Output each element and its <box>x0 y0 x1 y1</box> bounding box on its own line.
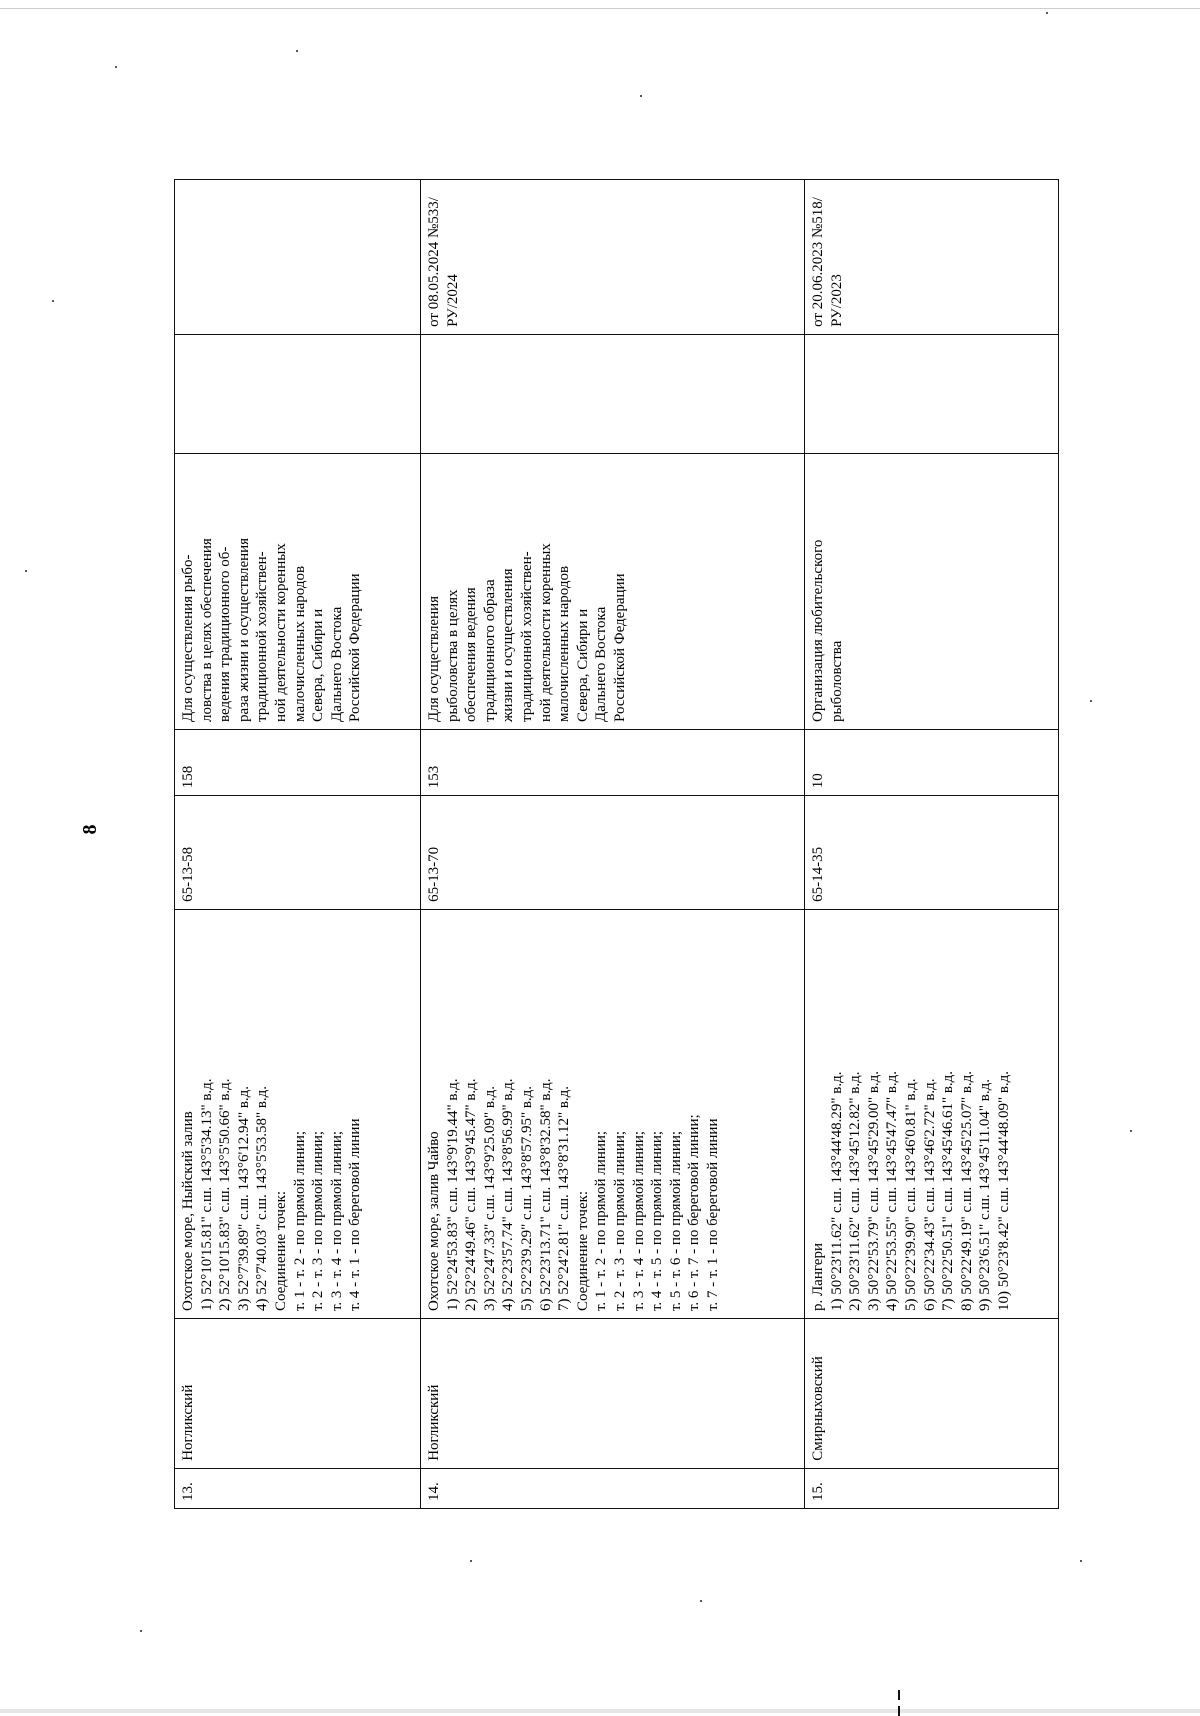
purpose-line: Севера, Сибири и <box>310 608 327 722</box>
scan-speck <box>700 1600 702 1602</box>
scan-edge-bottom <box>0 1709 1200 1713</box>
purpose-line: обеспечения ведения <box>463 587 480 722</box>
document-cell: от 20.06.2023 №518/РУ/2023 <box>805 180 1059 335</box>
location-line: 7) 50°22'50.51" с.ш. 143°45'46.61" в.д. <box>940 1070 957 1312</box>
code-cell: 65-14-35 <box>805 796 1059 910</box>
location-line: т. 1 - т. 2 - по прямой линии; <box>291 1130 308 1312</box>
extra-cell <box>805 334 1059 454</box>
purpose-line: Для осуществления рыбо- <box>180 554 196 722</box>
scan-speck <box>1046 12 1048 14</box>
location-line: 4) 50°22'53.55" с.ш. 143°45'47.47" в.д. <box>884 1070 901 1312</box>
scan-speck <box>640 95 642 97</box>
purpose-line: малочисленных народов <box>556 565 573 722</box>
extra-cell <box>421 334 805 454</box>
scan-speck <box>115 66 117 68</box>
location-line: 1) 52°24'53.83" с.ш. 143°9'19.44" в.д. <box>444 1078 461 1312</box>
code-cell: 65-13-58 <box>175 796 421 910</box>
purpose-line: Российской Федерации <box>611 573 628 722</box>
registry-table <box>174 179 1059 1509</box>
purpose-line: ловства в целях обеспечения <box>198 538 215 722</box>
rotated-page-content <box>79 179 1058 1509</box>
scan-mark <box>898 1706 900 1716</box>
location-line: 6) 52°23'13.71" с.ш. 143°8'32.58" в.д. <box>537 1078 554 1312</box>
location-line: Соединение точек: <box>272 1190 289 1312</box>
purpose-line: ной деятельности коренных <box>272 543 289 722</box>
location-line: 10) 50°23'8.42" с.ш. 143°44'48.09" в.д. <box>995 1070 1012 1312</box>
purpose-line: ведения традиционного об- <box>217 546 234 722</box>
location-line: Соединение точек: <box>574 1190 591 1312</box>
document-cell <box>175 180 421 335</box>
location-line: Охотское море, Ныйский залив <box>180 1111 196 1312</box>
scan-speck <box>140 1630 142 1632</box>
district-cell: Смирныховский <box>805 1319 1059 1469</box>
scan-speck <box>470 1560 472 1562</box>
purpose-cell <box>805 454 1059 729</box>
purpose-line: традиционного образа <box>481 579 498 722</box>
location-line: 2) 52°24'49.46" с.ш. 143°9'45.47" в.д. <box>463 1078 480 1312</box>
location-line: т. 4 - т. 1 - по береговой линии <box>347 1118 364 1312</box>
table-row <box>175 180 421 1509</box>
area-cell: 158 <box>175 729 421 795</box>
purpose-line: жизни и осуществления <box>500 568 517 722</box>
purpose-line: малочисленных народов <box>291 565 308 722</box>
purpose-cell <box>421 454 805 729</box>
purpose-line: Российской Федерации <box>347 573 364 722</box>
purpose-line: ной деятельности коренных <box>537 543 554 722</box>
location-line: т. 6 - т. 7 - по береговой линии; <box>686 1114 703 1312</box>
purpose-line: традиционной хозяйствен- <box>518 551 535 722</box>
location-line: т. 2 - т. 3 - по прямой линии; <box>611 1130 628 1312</box>
row-number: 15. <box>805 1468 1059 1508</box>
location-line: т. 1 - т. 2 - по прямой линии; <box>593 1130 610 1312</box>
scan-edge-top <box>0 8 1200 9</box>
location-line: 1) 50°23'11.62" с.ш. 143°44'48.29" в.д. <box>828 1071 845 1312</box>
scan-mark <box>898 1690 900 1700</box>
location-line: т. 2 - т. 3 - по прямой линии; <box>310 1130 327 1312</box>
purpose-line: Дальнего Востока <box>593 606 610 722</box>
location-line: 9) 50°23'6.51" с.ш. 143°45'11.04" в.д. <box>977 1079 994 1312</box>
purpose-line: Организация любительского <box>810 539 826 722</box>
purpose-cell <box>175 454 421 729</box>
district-cell: Ногликский <box>421 1319 805 1469</box>
row-number: 14. <box>421 1468 805 1508</box>
location-line: 2) 50°23'11.62" с.ш. 143°45'12.82" в.д. <box>847 1071 864 1312</box>
location-line: т. 4 - т. 5 - по прямой линии; <box>649 1130 666 1312</box>
location-line: 2) 52°10'15.83" с.ш. 143°5'50.66" в.д. <box>217 1078 234 1312</box>
location-line: 8) 50°22'49.19" с.ш. 143°45'25.07" в.д. <box>958 1070 975 1312</box>
location-line: т. 3 - т. 4 - по прямой линии; <box>328 1130 345 1312</box>
district-cell: Ногликский <box>175 1319 421 1469</box>
code-cell: 65-13-70 <box>421 796 805 910</box>
purpose-line: Для осуществления <box>426 595 442 722</box>
location-line: 5) 50°22'39.90" с.ш. 143°46'0.81" в.д. <box>902 1078 919 1312</box>
purpose-line: рыболовства в целях <box>444 589 461 722</box>
scan-speck <box>296 50 298 52</box>
location-line: р. Лангери <box>810 1243 826 1312</box>
location-cell <box>175 909 421 1318</box>
location-line: т. 7 - т. 1 - по береговой линии <box>704 1118 721 1312</box>
location-line: т. 5 - т. 6 - по прямой линии; <box>667 1130 684 1312</box>
row-number: 13. <box>175 1468 421 1508</box>
location-line: 4) 52°23'57.74" с.ш. 143°8'56.99" в.д. <box>500 1078 517 1312</box>
area-cell: 153 <box>421 729 805 795</box>
scan-speck <box>52 300 54 302</box>
location-line: 7) 52°24'2.81" с.ш. 143°8'31.12" в.д. <box>556 1085 573 1312</box>
document-cell: от 08.05.2024 №533/РУ/2024 <box>421 180 805 335</box>
location-line: 5) 52°23'9.29" с.ш. 143°8'57.95" в.д. <box>518 1085 535 1312</box>
scan-speck <box>25 570 27 572</box>
location-line: Охотское море, залив Чайво <box>426 1131 442 1312</box>
page-number: 8 <box>79 823 101 835</box>
location-line: 1) 52°10'15.81" с.ш. 143°5'34.13" в.д. <box>198 1078 215 1312</box>
purpose-line: рыболовства <box>828 640 845 722</box>
location-line: т. 3 - т. 4 - по прямой линии; <box>630 1130 647 1312</box>
purpose-line: традиционной хозяйствен- <box>254 551 271 722</box>
area-cell: 10 <box>805 729 1059 795</box>
location-cell <box>421 909 805 1318</box>
location-cell <box>805 909 1059 1318</box>
table-row <box>805 180 1059 1509</box>
scan-speck <box>1080 1560 1082 1562</box>
location-line: 3) 52°24'7.33" с.ш. 143°9'25.09" в.д. <box>481 1085 498 1312</box>
location-line: 6) 50°22'34.43" с.ш. 143°46'2.72" в.д. <box>921 1078 938 1312</box>
purpose-line: раза жизни и осуществления <box>235 537 252 722</box>
purpose-line: Дальнего Востока <box>328 606 345 722</box>
location-line: 3) 52°7'39.89" с.ш. 143°6'12.94" в.д. <box>235 1085 252 1312</box>
location-line: 4) 52°7'40.03" с.ш. 143°5'53.58" в.д. <box>254 1085 271 1312</box>
scan-speck <box>1130 1130 1132 1132</box>
location-line: 3) 50°22'53.79" с.ш. 143°45'29.00" в.д. <box>865 1070 882 1312</box>
scan-speck <box>1090 700 1092 702</box>
extra-cell <box>175 334 421 454</box>
table-row <box>421 180 805 1509</box>
purpose-line: Севера, Сибири и <box>574 608 591 722</box>
